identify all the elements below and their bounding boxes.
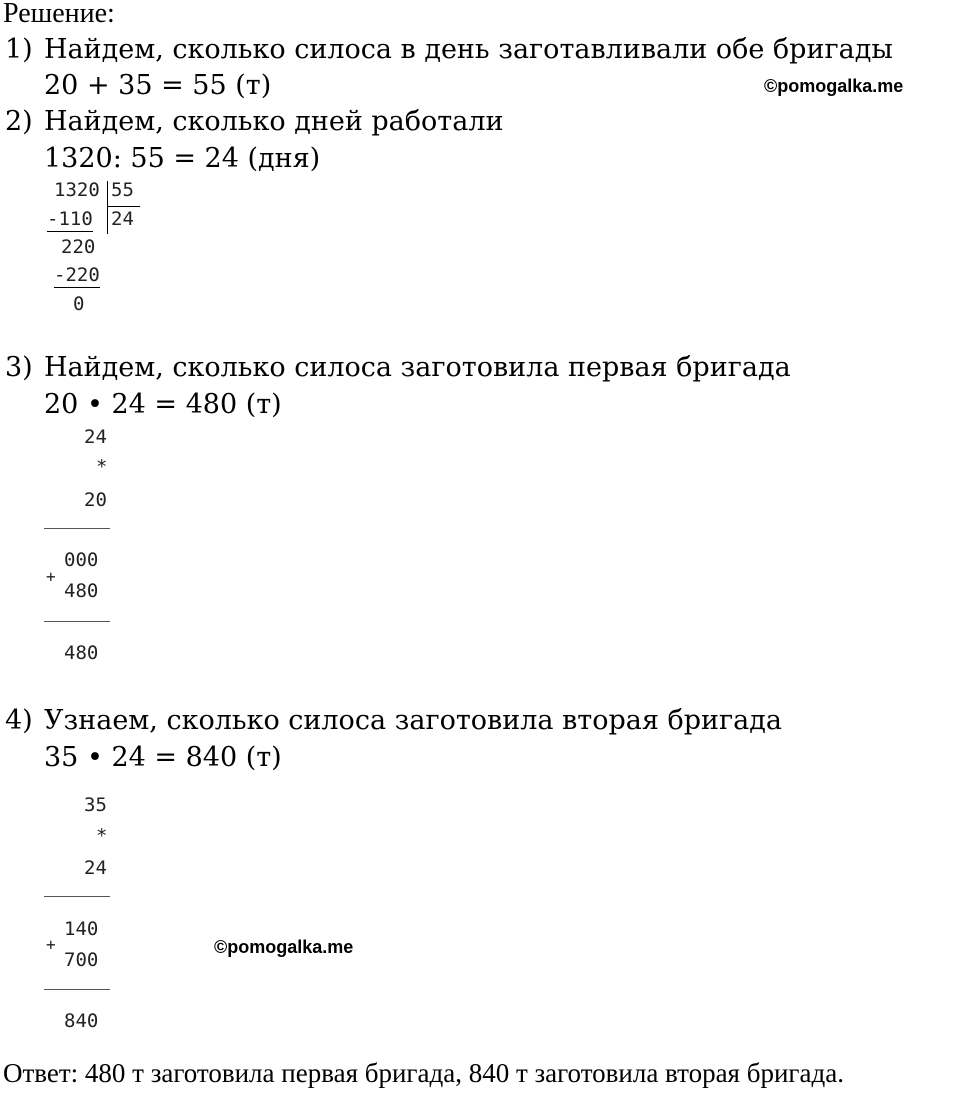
step-4-text: Узнаем, сколько силоса заготовила вторая бригада — [44, 705, 782, 736]
step-1-text: Найдем, сколько силоса в день заготавливали обе бригады — [44, 34, 893, 65]
step-3-number: 3) — [5, 352, 33, 383]
division-line-3: -220 — [54, 264, 100, 286]
step-1-equation: 20 + 35 = 55 (т) — [44, 70, 272, 101]
mult2-partial-1: 140 — [64, 918, 99, 940]
division-divisor: 55 — [111, 179, 134, 201]
step-3-equation: 20 • 24 = 480 (т) — [44, 389, 282, 420]
watermark-bottom: ©pomogalka.me — [214, 937, 354, 957]
mult1-result: 480 — [64, 642, 99, 664]
solution-heading: Решение: — [3, 0, 115, 29]
mult1-line-1 — [44, 528, 110, 529]
mult2-partial-2: 700 — [64, 949, 99, 971]
mult1-partial-1: 000 — [64, 549, 99, 571]
watermark-top: ©pomogalka.me — [764, 76, 904, 96]
mult1-partial-2: 480 — [64, 580, 99, 602]
division-dividend: 1320 — [54, 179, 100, 201]
mult2-top: 35 — [84, 794, 107, 816]
mult2-line-1 — [44, 896, 110, 897]
step-4-number: 4) — [5, 705, 33, 736]
mult1-plus: + — [46, 567, 56, 586]
mult2-operator: * — [96, 825, 108, 847]
step-2-text: Найдем, сколько дней работали — [44, 106, 504, 137]
division-divisor-line — [107, 206, 140, 207]
step-4-equation: 35 • 24 = 840 (т) — [44, 742, 282, 773]
mult2-result: 840 — [64, 1010, 99, 1032]
mult2-bottom: 24 — [84, 857, 107, 879]
division-quotient: 24 — [111, 208, 134, 230]
mult1-top: 24 — [84, 426, 107, 448]
step-1-number: 1) — [5, 34, 33, 65]
step-3-text: Найдем, сколько силоса заготовила первая бригада — [44, 352, 791, 383]
mult1-line-2 — [44, 621, 110, 622]
step-2-number: 2) — [5, 106, 33, 137]
division-vertical-line — [107, 181, 108, 234]
mult2-line-2 — [44, 989, 110, 990]
mult1-operator: * — [96, 456, 108, 478]
division-line-4: 0 — [73, 293, 85, 315]
step-2-equation: 1320: 55 = 24 (дня) — [44, 143, 321, 174]
mult1-bottom: 20 — [84, 489, 107, 511]
answer-text: Ответ: 480 т заготовила первая бригада, 840 т заготовила вторая бригада. — [3, 1058, 844, 1088]
division-line-2: 220 — [61, 236, 96, 258]
mult2-plus: + — [46, 935, 56, 954]
division-line-1: -110 — [47, 208, 93, 230]
